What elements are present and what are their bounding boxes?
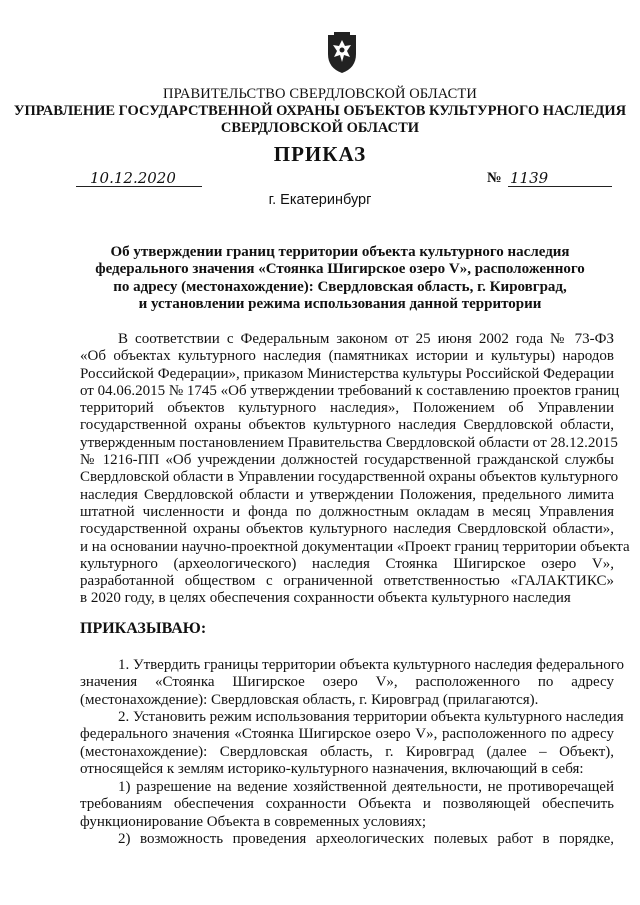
document-subject: Об утверждении границ территории объекта культурного наследия федерального значения «Стоянка Шигирское озеро V», расположенного по адресу (местонахождение): Свердловская область, г. Кировград, и установлении режима использования данной территории [95,244,585,312]
order-item-2: 2. Установить режим использования территории объекта культурного наследия федерального значения «Стоянка Шигирское озеро V», расположенного по адресу (местонахождение): Свердловская область, г. Кировград (далее – Объект), относящейся к землям историко-культурного назначения, включающий в себя: [80,709,624,777]
preamble-paragraph: В соответствии с Федеральным законом от 25 июня 2002 года № 73-ФЗ «Об объектах культурного наследия (памятниках истории и культуры) народов Российской Федерации», приказом Министерства культуры Российской Федерации от 04.06.2015 № 1745 «Об утверждении требований к составлению проектов границ территорий объектов культурного наследия», Положением об Управлении государственной охраны объектов культурного наследия Свердловской области, утвержденным постановлением Правительства Свердловской области от 28.12.2015 № 1216-ПП «Об учреждении должностей государственной гражданской службы Свердловской области в Управлении государственной охраны объектов культурного наследия Свердловской области и утверждении Положения, предельного лимита штатной численности и фонда по должностным окладам в месяц Управления государственной охраны объектов культурного наследия Свердловской области», и на основании научно-проектной документации «Проект границ территории объекта культурного (археологического) наследия Стоянка Шигирское озеро V», разработанной обществом с ограниченной ответственностью «ГАЛАКТИКС» в 2020 году, в целях обеспечения сохранности объекта культурного наследия [80,331,630,607]
number-label: № [487,170,502,186]
city: г. Екатеринбург [268,192,372,208]
sverdlovsk-coat-of-arms-icon [324,32,360,74]
department-name: УПРАВЛЕНИЕ ГОСУДАРСТВЕННОЙ ОХРАНЫ ОБЪЕКТОВ КУЛЬТУРНОГО НАСЛЕДИЯ СВЕРДЛОВСКОЙ ОБЛАСТИ [13,103,627,136]
order-item-1: 1. Утвердить границы территории объекта культурного наследия федерального значения «Стоянка Шигирское озеро V», расположенного по адресу (местонахождение): Свердловская область, г. Кировград (прилагаются). [80,657,625,708]
order-word: ПРИКАЗЫВАЮ: [80,620,207,637]
document-date: 10.12.2020 [76,170,202,187]
document-type: ПРИКАЗ [273,142,367,166]
document-number: 1139 [508,170,612,187]
government-name: ПРАВИТЕЛЬСТВО СВЕРДЛОВСКОЙ ОБЛАСТИ [163,86,477,102]
order-subitem-2: 2) возможность проведения археологических полевых работ в порядке, [118,831,614,847]
order-subitem-1: 1) разрешение на ведение хозяйственной деятельности, не противоречащей требованиям обеспечения сохранности Объекта и позволяющей обеспечить функционирование Объекта в современных условиях; [80,779,614,830]
